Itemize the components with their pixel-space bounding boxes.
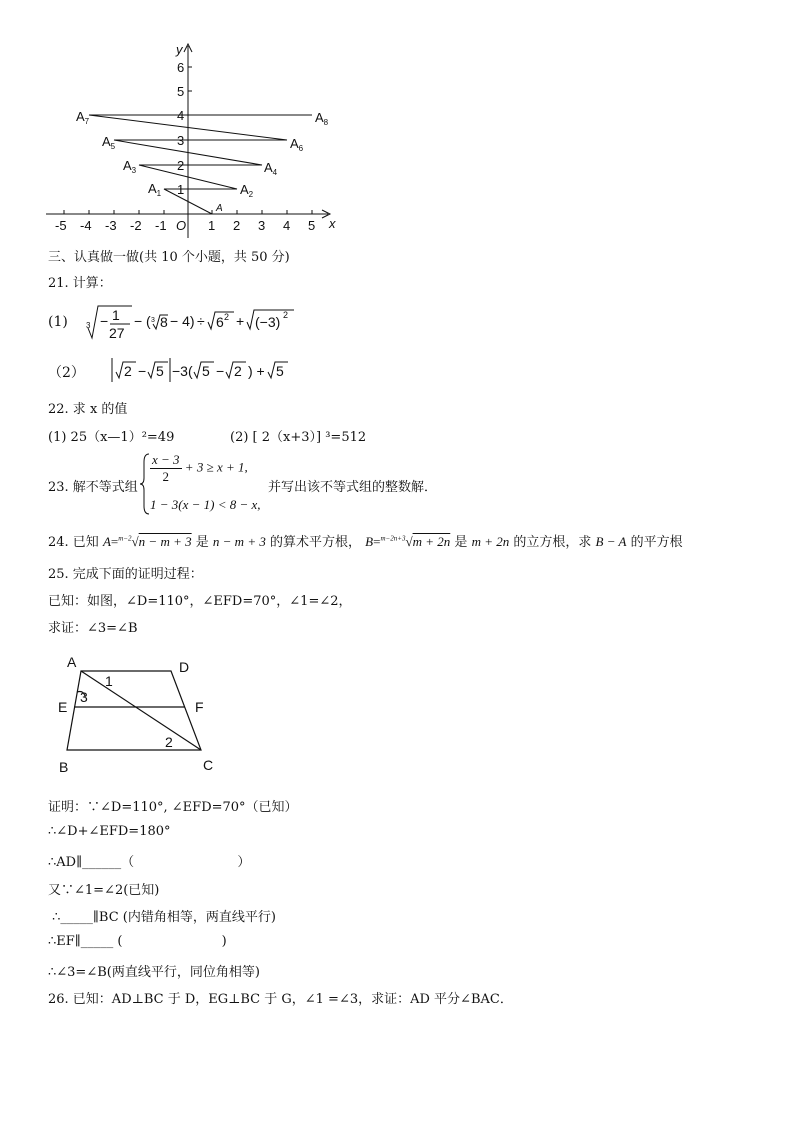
x-tick-label: 1 bbox=[208, 218, 216, 233]
q24-tail: 的平方根 bbox=[630, 535, 683, 550]
x-tick-label: -1 bbox=[155, 218, 167, 233]
svg-text:2: 2 bbox=[224, 312, 230, 322]
svg-text:(−3): (−3) bbox=[255, 314, 281, 330]
y-tick-label: 2 bbox=[177, 158, 185, 173]
proof-line: ∴_____∥BC (内错角相等，两直线平行) bbox=[48, 910, 276, 925]
vertex-c: C bbox=[203, 757, 214, 773]
svg-text:−: − bbox=[100, 313, 109, 329]
point-label-a4: $A_4$ bbox=[264, 160, 278, 177]
y-axis-label: y bbox=[176, 42, 183, 57]
diagonal-ac bbox=[81, 671, 201, 750]
x-tick-label: -4 bbox=[80, 218, 92, 233]
point-label-a3: $A_3$ bbox=[123, 158, 137, 175]
x-tick-label: 3 bbox=[258, 218, 266, 233]
q25-given: 已知：如图，∠D=110°，∠EFD=70°，∠1=∠2， bbox=[48, 594, 352, 609]
q22-part2: (2) [ 2（x+3）] ³=512 bbox=[230, 430, 367, 445]
q23-tail: 并写出该不等式组的整数解． bbox=[268, 480, 438, 495]
q24-ask: B − A bbox=[595, 534, 627, 549]
svg-text:) +: ) + bbox=[248, 363, 265, 379]
svg-text:1: 1 bbox=[112, 307, 120, 323]
q24-is: 是 bbox=[195, 535, 209, 550]
vertex-f: F bbox=[195, 699, 204, 715]
x-axis-label: x bbox=[329, 216, 336, 231]
point-label-a2: $A_2$ bbox=[240, 182, 254, 199]
vertex-b: B bbox=[59, 759, 69, 775]
proof-line: ∴AD∥______（ ） bbox=[48, 855, 251, 870]
proof-line: ∴EF∥_____ ( ) bbox=[48, 933, 227, 949]
svg-text:+: + bbox=[236, 313, 245, 329]
svg-text:−: − bbox=[216, 363, 225, 379]
angle-2-label: 2 bbox=[165, 734, 173, 750]
proof-line: 证明：∵∠D=110°, ∠EFD=70°（已知） bbox=[48, 800, 298, 815]
angle-3-label: 3 bbox=[80, 689, 88, 705]
svg-text:2: 2 bbox=[124, 363, 132, 379]
q23-ineq1: $\frac{x - 3}{2}$ + 3 ≥ x + 1, bbox=[152, 452, 248, 484]
svg-text:5: 5 bbox=[276, 363, 284, 379]
q22-title: 22. 求 x 的值 bbox=[48, 402, 128, 417]
vertex-e: E bbox=[58, 699, 68, 715]
q25-figure bbox=[55, 652, 225, 777]
q24-lead: 24. 已知 bbox=[48, 535, 99, 550]
coordinate-graph bbox=[40, 40, 350, 245]
svg-text:8: 8 bbox=[160, 314, 168, 330]
proof-line: 又∵∠1=∠2(已知) bbox=[48, 882, 160, 898]
point-a-label: A bbox=[216, 203, 223, 214]
q21-formula-1 bbox=[84, 298, 304, 344]
svg-text:27: 27 bbox=[109, 325, 125, 341]
y-tick-label: 6 bbox=[177, 60, 185, 75]
q24-line: 24. 已知 A=$^{m-2}$√n − m + 3 是 n − m + 3 的算术平方根， B=$^{m-2n+3}$√m + 2n 是 m + 2n 的立方根，求 B − A 的平方根 bbox=[48, 534, 683, 550]
y-tick-label: 3 bbox=[177, 133, 185, 148]
svg-text:−3(: −3( bbox=[172, 363, 193, 379]
q25-prove: 求证：∠3=∠B bbox=[48, 621, 138, 636]
trapezoid-abcd bbox=[67, 671, 201, 750]
section-header: 三、认真做一做(共 10 个小题，共 50 分) bbox=[48, 250, 290, 265]
svg-text:3: 3 bbox=[86, 321, 91, 330]
svg-text:5: 5 bbox=[202, 363, 210, 379]
x-tick-label: 4 bbox=[283, 218, 291, 233]
proof-line: ∴∠D+∠EFD=180° bbox=[48, 823, 171, 839]
point-label-a1: $A_1$ bbox=[148, 181, 162, 198]
q21-formula-2 bbox=[108, 354, 308, 384]
origin-label: O bbox=[176, 218, 187, 233]
point-label-a6: $A_6$ bbox=[290, 136, 304, 153]
svg-text:5: 5 bbox=[156, 363, 164, 379]
q24-expr1: n − m + 3 bbox=[212, 534, 266, 549]
proof-line: ∴∠3=∠B(两直线平行，同位角相等) bbox=[48, 965, 260, 980]
point-label-a5: $A_5$ bbox=[102, 134, 116, 151]
svg-text:(: ( bbox=[146, 313, 151, 329]
q23-ineq2: 1 − 3(x − 1) < 8 − x, bbox=[150, 497, 261, 512]
x-tick-label: -5 bbox=[55, 218, 67, 233]
q24-expr2: m + 2n bbox=[471, 534, 510, 549]
angle-1-label: 1 bbox=[105, 673, 113, 689]
svg-text:− 4): − 4) bbox=[170, 313, 195, 329]
vertex-d: D bbox=[179, 659, 190, 675]
q23-brace-icon bbox=[140, 452, 150, 516]
y-tick-label: 1 bbox=[177, 182, 185, 197]
q22-part1: (1) 25（x—1）²=49 bbox=[48, 430, 175, 445]
x-tick-label: 5 bbox=[308, 218, 316, 233]
q23-ineq1-rest: + 3 ≥ x + 1, bbox=[184, 459, 248, 475]
q25-title: 25. 完成下面的证明过程： bbox=[48, 567, 203, 582]
q24-cube: 的立方根，求 bbox=[513, 535, 592, 550]
svg-text:−: − bbox=[134, 313, 143, 329]
q26-text: 26. 已知：AD⊥BC 于 D，EG⊥BC 于 G，∠1 =∠3，求证：AD 平分∠BAC． bbox=[48, 992, 513, 1007]
q23-lead: 23. 解不等式组 bbox=[48, 480, 138, 495]
svg-text:÷: ÷ bbox=[197, 313, 205, 329]
svg-text:2: 2 bbox=[283, 310, 289, 320]
svg-text:6: 6 bbox=[216, 314, 224, 330]
vertex-a: A bbox=[67, 654, 77, 670]
y-tick-label: 5 bbox=[177, 84, 185, 99]
x-tick-label: 2 bbox=[233, 218, 241, 233]
x-tick-label: -2 bbox=[130, 218, 142, 233]
y-tick-label: 4 bbox=[177, 108, 185, 123]
svg-text:−: − bbox=[138, 363, 147, 379]
point-label-a7: $A_7$ bbox=[76, 109, 90, 126]
x-tick-label: -3 bbox=[105, 218, 117, 233]
q24-arith: 的算术平方根， bbox=[269, 535, 361, 550]
svg-text:3: 3 bbox=[151, 317, 155, 324]
q21-part2 bbox=[48, 362, 85, 382]
q21-p1-label: (1) bbox=[48, 314, 68, 330]
q25-proof bbox=[48, 796, 298, 989]
point-label-a8: $A_8$ bbox=[315, 110, 329, 127]
svg-text:2: 2 bbox=[234, 363, 242, 379]
q21-p2-label: （2） bbox=[48, 365, 85, 381]
q21-title: 21. 计算： bbox=[48, 276, 112, 291]
